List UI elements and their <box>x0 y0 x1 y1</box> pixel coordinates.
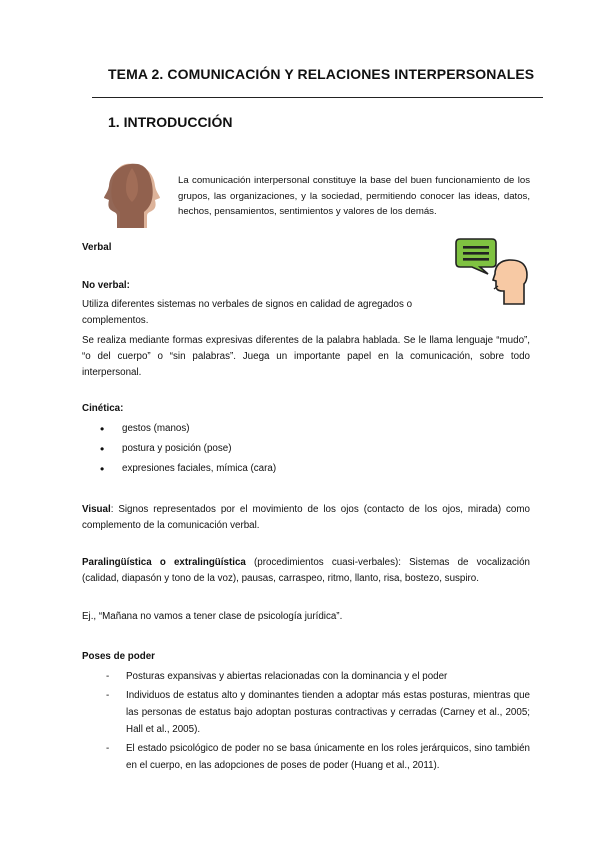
list-item: • postura y posición (pose) <box>98 439 276 459</box>
no-verbal-paragraph-2: Se realiza mediante formas expresivas diferentes de la palabra hablada. Se le llama lenguaje “mudo”, “o del cuerpo” o “sin palabras”. Juega un importante papel en la comunicación, sobre todo interpersonal. <box>82 335 530 378</box>
cinetica-label: Cinética: <box>82 403 124 414</box>
list-item: • gestos (manos) <box>98 419 276 439</box>
faces-icon <box>100 160 166 230</box>
poses-label: Poses de poder <box>82 651 155 662</box>
poses-list <box>104 668 530 776</box>
no-verbal-label: No verbal: <box>82 280 130 291</box>
list-item: - El estado psicológico de poder no se basa únicamente en los roles jerárquicos, sino también en el cuerpo, en las adopciones de poses de poder (Huang et al., 2011). <box>104 740 530 774</box>
speech-person-icon <box>454 236 530 308</box>
list-item: - Individuos de estatus alto y dominantes tienden a adoptar más estas posturas, mientras que las personas de estatus bajo adoptan posturas contractivas y cerradas (Carney et al., 2005; Hall et al., 2005). <box>104 687 530 738</box>
paralinguistica-text: (procedimientos cuasi-verbales): Sistemas de vocalización (calidad, diapasón y tono de la voz), pausas, carraspeo, ritmo, llanto, risa, bostezo, suspiro. <box>82 557 530 584</box>
cinetica-list <box>98 419 276 479</box>
visual-paragraph <box>82 502 530 534</box>
paralinguistica-label: Paralingüística o extralingüística <box>82 557 246 568</box>
verbal-label: Verbal <box>82 242 112 253</box>
visual-text: : Signos representados por el movimiento de los ojos (contacto de los ojos, mirada) como complemento de la comunicación verbal. <box>82 504 530 531</box>
example-text: Ej., “Mañana no vamos a tener clase de psicología jurídica”. <box>82 611 343 622</box>
no-verbal-paragraph-1: Utiliza diferentes sistemas no verbales de signos en calidad de agregados o complementos. <box>82 299 413 326</box>
title-divider <box>92 97 543 98</box>
intro-text: La comunicación interpersonal constituye la base del buen funcionamiento de los grupos, las organizaciones, y la sociedad, permitiendo conocer las ideas, datos, hechos, pensamientos, sentimientos y valores de los demás. <box>178 175 530 217</box>
visual-label: Visual <box>82 504 111 515</box>
paralinguistica-paragraph <box>82 555 530 587</box>
document-title: TEMA 2. COMUNICACIÓN Y RELACIONES INTERPERSONALES <box>108 66 535 82</box>
list-item: • expresiones faciales, mímica (cara) <box>98 459 276 479</box>
section-heading: 1. INTRODUCCIÓN <box>108 114 233 130</box>
list-item: - Posturas expansivas y abiertas relacionadas con la dominancia y el poder <box>104 668 530 685</box>
